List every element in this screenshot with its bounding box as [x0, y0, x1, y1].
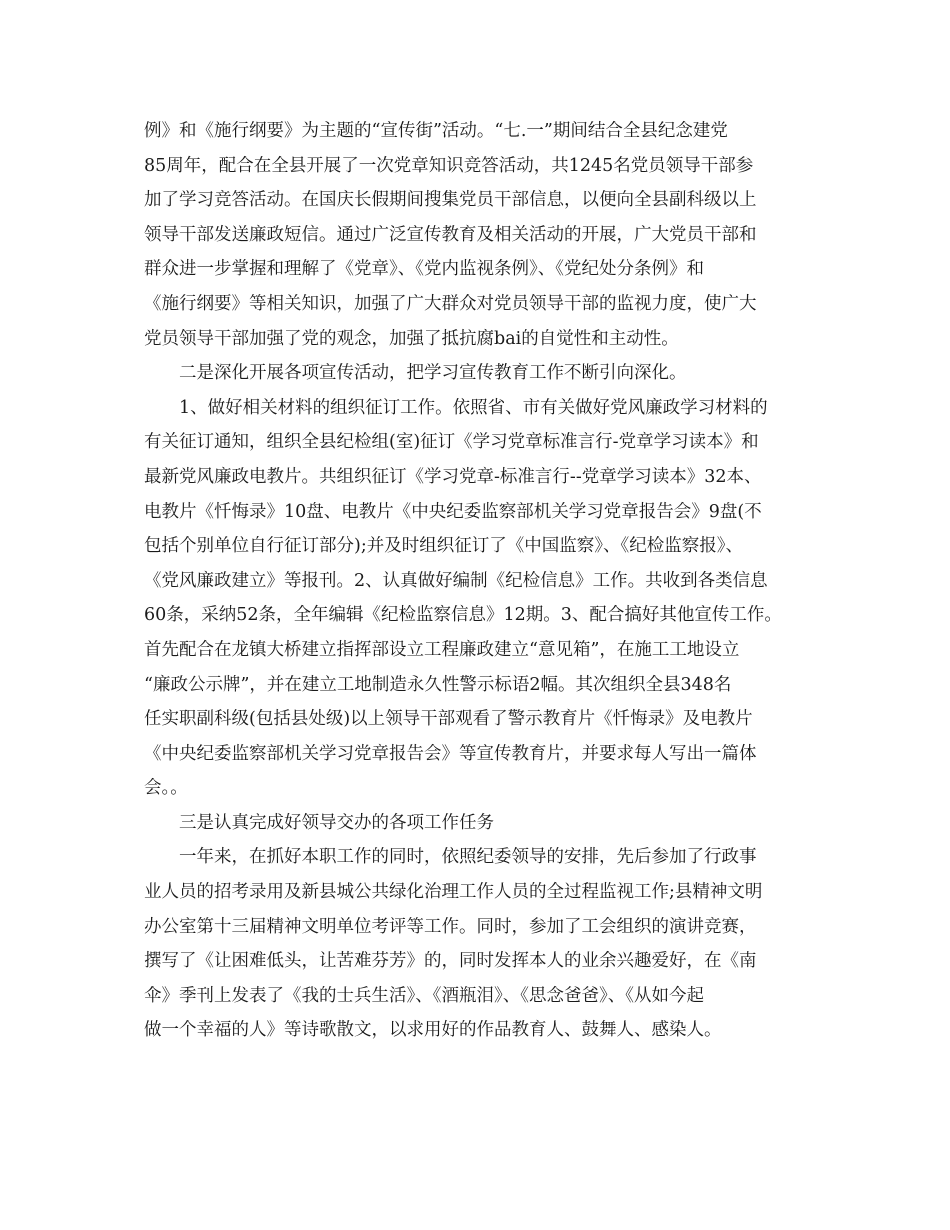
section-heading: 二是深化开展各项宣传活动，把学习宣传教育工作不断引向深化。: [179, 363, 687, 384]
document-body: [144, 114, 809, 1048]
text-line: 《中央纪委监察部机关学习党章报告会》等宣传教育片，并要求每人写出一篇体: [144, 743, 757, 764]
text-line: “廉政公示牌”，并在建立工地制造永久性警示标语2幅。其次组织全县348名: [144, 674, 732, 695]
text-line: 有关征订通知，组织全县纪检组(室)征订《学习党章标准言行-党章学习读本》和: [144, 432, 759, 453]
text-line: 党员领导干部加强了党的观念，加强了抵抗腐bai的自觉性和主动性。: [144, 328, 679, 349]
text-line: 领导干部发送廉政短信。通过广泛宣传教育及相关活动的开展，广大党员干部和: [144, 224, 757, 245]
text-line: 包括个别单位自行征订部分);并及时组织征订了《中国监察》、《纪检监察报》、: [144, 536, 743, 557]
text-line: 任实职副科级(包括县处级)以上领导干部观看了警示教育片《忏悔录》及电教片: [144, 709, 753, 730]
text-line: 伞》季刊上发表了《我的士兵生活》、《酒瓶泪》、《思念爸爸》、《从如今起: [144, 985, 704, 1006]
text-line: 《施行纲要》等相关知识，加强了广大群众对党员领导干部的监视力度，使广大: [144, 293, 757, 314]
paragraph-start-line: 一年来，在抓好本职工作的同时，依照纪委领导的安排，先后参加了行政事: [179, 847, 757, 868]
text-line: 60条，采纳52条，全年编辑《纪检监察信息》12期。3、配合搞好其他宣传工作。: [144, 605, 782, 626]
text-line: 例》和《施行纲要》为主题的“宣传街”活动。“七.一”期间结合全县纪念建党: [144, 121, 728, 141]
text-line: 电教片《忏悔录》10盘、电教片《中央纪委监察部机关学习党章报告会》9盘(不: [144, 501, 762, 522]
text-line: 业人员的招考录用及新县城公共绿化治理工作人员的全过程监视工作;县精神文明: [144, 882, 763, 903]
text-line: 首先配合在龙镇大桥建立指挥部设立工程廉政建立“意见箱”，在施工工地设立: [144, 639, 740, 660]
text-line: 撰写了《让困难低头，让苦难芬芳》的，同时发挥本人的业余兴趣爱好，在《南: [144, 951, 757, 972]
section-heading: 三是认真完成好领导交办的各项工作任务: [179, 812, 494, 833]
text-line: 《党风廉政建立》等报刊。2、认真做好编制《纪检信息》工作。共收到各类信息: [144, 570, 768, 591]
text-line: 加了学习竞答活动。在国庆长假期间搜集党员干部信息，以便向全县副科级以上: [144, 190, 757, 211]
text-line: 办公室第十三届精神文明单位考评等工作。同时，参加了工会组织的演讲竞赛，: [144, 916, 757, 937]
text-line: 会。。: [144, 778, 188, 799]
text-line: 群众进一步掌握和理解了《党章》、《党内监视条例》、《党纪处分条例》和: [144, 259, 704, 280]
text-line: 做一个幸福的人》等诗歌散文，以求用好的作品教育人、鼓舞人、感染人。: [144, 1020, 722, 1041]
text-line: 85周年，配合在全县开展了一次党章知识竞答活动，共1245名党员领导干部参: [144, 155, 754, 176]
text-line: 最新党风廉政电教片。共组织征订《学习党章-标准言行--党章学习读本》32本、: [144, 466, 762, 487]
paragraph-start-line: 1、做好相关材料的组织征订工作。依照省、市有关做好党风廉政学习材料的: [179, 397, 768, 418]
